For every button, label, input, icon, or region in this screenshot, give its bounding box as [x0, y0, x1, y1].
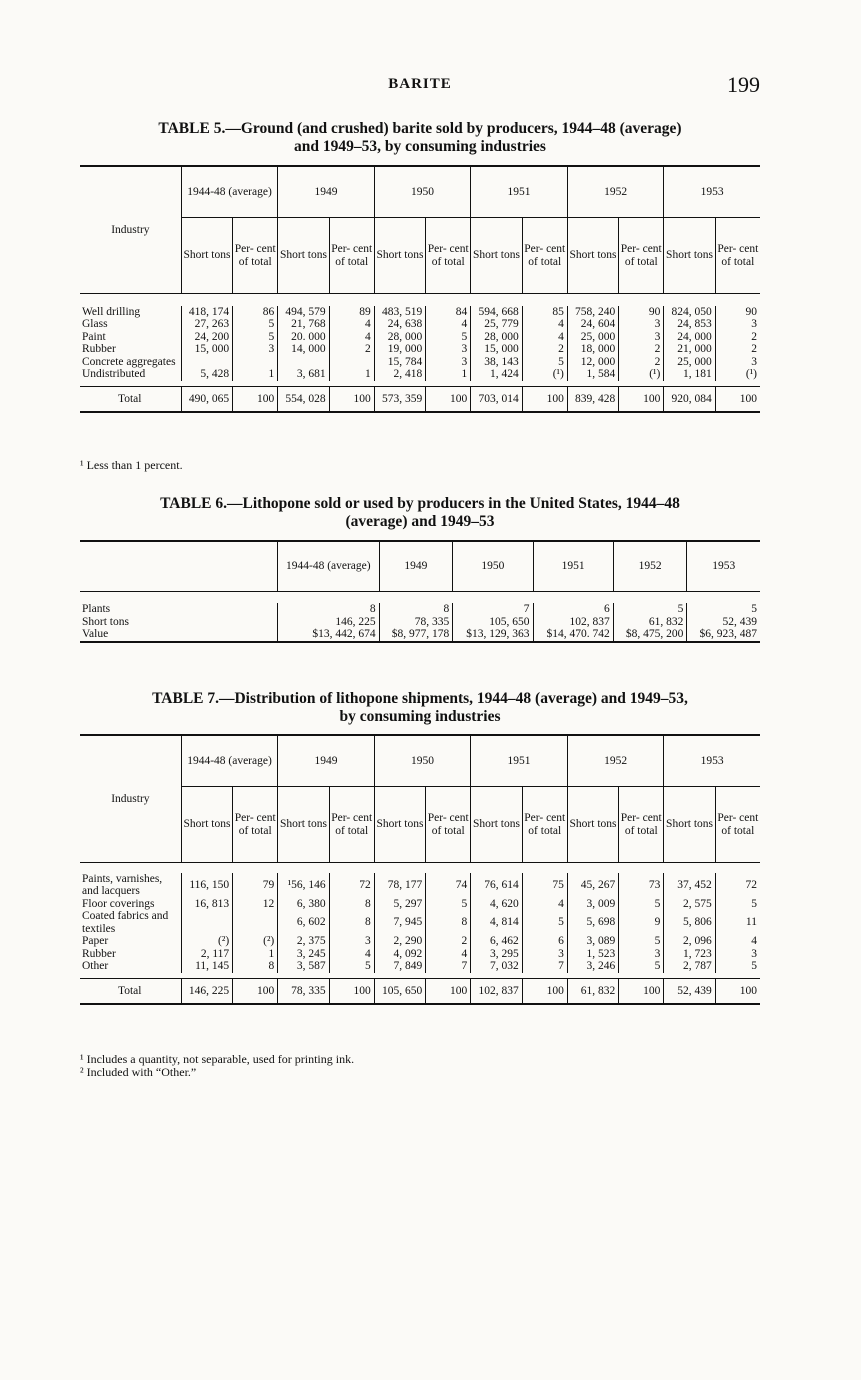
short-tons-header: Short tons	[471, 787, 522, 863]
percent-cell: 8	[329, 898, 374, 911]
percent-cell: (²)	[233, 935, 278, 948]
short-tons-header: Short tons	[374, 218, 425, 294]
value-cell: $13, 442, 674	[278, 628, 380, 642]
short-tons-header: Short tons	[181, 787, 232, 863]
percent-cell: 2	[619, 343, 664, 356]
short-tons-cell: 3, 295	[471, 948, 522, 961]
value-cell: 8	[278, 603, 380, 616]
percent-cell: 2	[329, 343, 374, 356]
short-tons-cell: 839, 428	[567, 387, 618, 413]
short-tons-cell: 1, 424	[471, 368, 522, 381]
percent-cell: 2	[715, 343, 760, 356]
table-row	[80, 356, 760, 369]
year-header: 1950	[453, 541, 533, 591]
short-tons-cell: 920, 084	[664, 387, 715, 413]
short-tons-cell: 15, 000	[181, 343, 232, 356]
row-label: Paint	[82, 330, 106, 343]
short-tons-cell: 1, 723	[664, 948, 715, 961]
table6-stub-header	[80, 541, 278, 591]
table-row	[80, 898, 760, 911]
year-header: 1944-48 (average)	[181, 166, 278, 218]
short-tons-header: Short tons	[567, 218, 618, 294]
percent-cell	[233, 356, 278, 369]
row-label: Concrete aggregates	[82, 355, 176, 368]
short-tons-cell: 703, 014	[471, 387, 522, 413]
value-cell: $8, 475, 200	[613, 628, 687, 642]
percent-cell	[329, 356, 374, 369]
short-tons-cell: 78, 177	[374, 873, 425, 898]
table-row	[80, 616, 760, 629]
percent-header: Per- cent of total	[522, 787, 567, 863]
short-tons-cell	[181, 356, 232, 369]
total-row	[80, 979, 760, 1005]
short-tons-cell: 45, 267	[567, 873, 618, 898]
short-tons-cell: 494, 579	[278, 306, 329, 319]
short-tons-cell: 76, 614	[471, 873, 522, 898]
table-row	[80, 960, 760, 973]
percent-cell: 100	[715, 979, 760, 1005]
percent-cell: 5	[619, 898, 664, 911]
percent-cell	[233, 910, 278, 935]
short-tons-header: Short tons	[664, 787, 715, 863]
percent-header: Per- cent of total	[329, 787, 374, 863]
short-tons-header: Short tons	[278, 218, 329, 294]
year-header: 1953	[664, 735, 760, 787]
short-tons-cell: 24, 200	[181, 331, 232, 344]
year-header: 1951	[533, 541, 613, 591]
year-header: 1951	[471, 166, 568, 218]
year-header: 1949	[278, 166, 375, 218]
table6-title: TABLE 6.—Lithopone sold or used by producers in the United States, 1944–48 (average) and 1949–53	[160, 495, 680, 530]
percent-cell: 100	[522, 387, 567, 413]
row-label: Plants	[82, 603, 111, 615]
short-tons-cell: 116, 150	[181, 873, 232, 898]
table-row	[80, 935, 760, 948]
value-cell: 5	[613, 603, 687, 616]
short-tons-cell: 490, 065	[181, 387, 232, 413]
row-label: Glass	[82, 318, 108, 330]
percent-cell: 100	[233, 979, 278, 1005]
percent-cell: 5	[619, 960, 664, 973]
short-tons-cell: 28, 000	[374, 331, 425, 344]
percent-cell: 5	[715, 960, 760, 973]
table7-footnote-1: ¹ Includes a quantity, not separable, used for printing ink.	[80, 1052, 355, 1066]
short-tons-header: Short tons	[664, 218, 715, 294]
short-tons-cell: 27, 263	[181, 318, 232, 331]
year-header: 1949	[278, 735, 375, 787]
percent-cell: 3	[426, 356, 471, 369]
value-cell: $13, 129, 363	[453, 628, 533, 642]
table-row	[80, 343, 760, 356]
percent-cell: 74	[426, 873, 471, 898]
percent-cell: 4	[715, 935, 760, 948]
short-tons-cell: 5, 806	[664, 910, 715, 935]
short-tons-cell: 19, 000	[374, 343, 425, 356]
industry-header: Industry	[80, 166, 181, 294]
short-tons-cell: 21, 768	[278, 318, 329, 331]
percent-cell: 73	[619, 873, 664, 898]
value-cell: $8, 977, 178	[379, 628, 453, 642]
percent-cell: 90	[715, 306, 760, 319]
short-tons-cell: 5, 428	[181, 368, 232, 381]
short-tons-cell: 5, 698	[567, 910, 618, 935]
percent-cell: 6	[522, 935, 567, 948]
percent-header: Per- cent of total	[426, 787, 471, 863]
percent-cell: 4	[522, 318, 567, 331]
percent-cell: 4	[329, 948, 374, 961]
row-label: Floor coverings	[82, 897, 155, 910]
percent-cell: 100	[715, 387, 760, 413]
short-tons-cell: 2, 418	[374, 368, 425, 381]
percent-cell: 4	[329, 318, 374, 331]
short-tons-header: Short tons	[374, 787, 425, 863]
short-tons-cell: 1, 181	[664, 368, 715, 381]
year-header: 1950	[374, 735, 471, 787]
percent-cell: 2	[619, 356, 664, 369]
short-tons-header: Short tons	[471, 218, 522, 294]
percent-cell: 1	[233, 368, 278, 381]
percent-header: Per- cent of total	[329, 218, 374, 294]
table-row	[80, 948, 760, 961]
short-tons-cell: 1, 584	[567, 368, 618, 381]
percent-cell: 12	[233, 898, 278, 911]
percent-cell: 85	[522, 306, 567, 319]
percent-cell: 4	[522, 331, 567, 344]
percent-header: Per- cent of total	[233, 218, 278, 294]
percent-cell: 89	[329, 306, 374, 319]
row-label: Paints, varnishes, and lacquers	[82, 872, 163, 897]
short-tons-cell: 3, 246	[567, 960, 618, 973]
percent-cell: 3	[426, 343, 471, 356]
percent-cell: 90	[619, 306, 664, 319]
short-tons-cell: 146, 225	[181, 979, 232, 1005]
percent-cell: 100	[329, 387, 374, 413]
table5-body	[80, 294, 760, 413]
value-cell: $6, 923, 487	[687, 628, 760, 642]
percent-cell: 100	[619, 387, 664, 413]
percent-header: Per- cent of total	[619, 218, 664, 294]
short-tons-cell: (²)	[181, 935, 232, 948]
short-tons-cell: 3, 681	[278, 368, 329, 381]
percent-cell: 2	[522, 343, 567, 356]
short-tons-cell: 7, 032	[471, 960, 522, 973]
short-tons-header: Short tons	[278, 787, 329, 863]
short-tons-cell: 3, 245	[278, 948, 329, 961]
percent-cell: 100	[522, 979, 567, 1005]
percent-cell: 9	[619, 910, 664, 935]
short-tons-cell: 12, 000	[567, 356, 618, 369]
value-cell: 146, 225	[278, 616, 380, 629]
short-tons-cell: 52, 439	[664, 979, 715, 1005]
percent-header: Per- cent of total	[619, 787, 664, 863]
percent-cell: 3	[329, 935, 374, 948]
total-label: Total	[118, 392, 142, 405]
row-label: Undistributed	[82, 368, 146, 380]
short-tons-cell	[278, 356, 329, 369]
percent-cell: (¹)	[619, 368, 664, 381]
short-tons-cell: 24, 638	[374, 318, 425, 331]
short-tons-cell: 105, 650	[374, 979, 425, 1005]
table7-footnotes	[80, 1053, 354, 1079]
value-cell: 78, 335	[379, 616, 453, 629]
percent-cell: 84	[426, 306, 471, 319]
percent-cell: 3	[715, 948, 760, 961]
short-tons-cell: 594, 668	[471, 306, 522, 319]
percent-header: Per- cent of total	[715, 787, 760, 863]
short-tons-cell: 61, 832	[567, 979, 618, 1005]
row-label: Paper	[82, 935, 109, 947]
percent-header: Per- cent of total	[522, 218, 567, 294]
short-tons-cell: 14, 000	[278, 343, 329, 356]
short-tons-cell	[181, 910, 232, 935]
percent-cell: 5	[426, 898, 471, 911]
percent-header: Per- cent of total	[233, 787, 278, 863]
percent-cell: 3	[715, 356, 760, 369]
percent-cell: 75	[522, 873, 567, 898]
percent-cell: 5	[522, 910, 567, 935]
short-tons-cell: 2, 096	[664, 935, 715, 948]
short-tons-cell: 3, 587	[278, 960, 329, 973]
year-header: 1952	[567, 735, 664, 787]
year-header: 1951	[471, 735, 568, 787]
percent-cell: 3	[522, 948, 567, 961]
table6	[80, 540, 760, 643]
table-row	[80, 910, 760, 935]
percent-cell: 3	[619, 331, 664, 344]
short-tons-cell: 7, 849	[374, 960, 425, 973]
value-cell: 105, 650	[453, 616, 533, 629]
short-tons-cell: 554, 028	[278, 387, 329, 413]
percent-cell: 100	[426, 387, 471, 413]
year-header: 1952	[567, 166, 664, 218]
year-header: 1944-48 (average)	[181, 735, 278, 787]
running-title: BARITE	[388, 76, 452, 92]
percent-cell: 4	[522, 898, 567, 911]
percent-cell: 86	[233, 306, 278, 319]
short-tons-cell: 15, 784	[374, 356, 425, 369]
percent-cell: 7	[522, 960, 567, 973]
spacer-row	[80, 591, 760, 603]
percent-cell: 5	[522, 356, 567, 369]
table5-subheader-row	[80, 218, 760, 294]
short-tons-cell: 2, 117	[181, 948, 232, 961]
short-tons-cell: 18, 000	[567, 343, 618, 356]
short-tons-cell: 24, 604	[567, 318, 618, 331]
short-tons-cell: 7, 945	[374, 910, 425, 935]
percent-cell: 4	[426, 318, 471, 331]
short-tons-cell: 24, 000	[664, 331, 715, 344]
table7-body	[80, 863, 760, 1005]
total-row	[80, 387, 760, 413]
table6-body	[80, 591, 760, 642]
short-tons-cell: 28, 000	[471, 331, 522, 344]
percent-cell: 1	[233, 948, 278, 961]
year-header: 1949	[379, 541, 453, 591]
industry-header: Industry	[80, 735, 181, 863]
percent-cell: 8	[233, 960, 278, 973]
value-cell: 61, 832	[613, 616, 687, 629]
percent-cell: 100	[426, 979, 471, 1005]
short-tons-cell: 758, 240	[567, 306, 618, 319]
percent-cell: (¹)	[522, 368, 567, 381]
percent-cell: 4	[426, 948, 471, 961]
value-cell: 6	[533, 603, 613, 616]
short-tons-cell: 20. 000	[278, 331, 329, 344]
value-cell: 5	[687, 603, 760, 616]
short-tons-cell: 418, 174	[181, 306, 232, 319]
percent-cell: 100	[329, 979, 374, 1005]
year-header: 1952	[613, 541, 687, 591]
percent-cell: 79	[233, 873, 278, 898]
row-label: Well drilling	[82, 305, 141, 318]
short-tons-cell: 2, 787	[664, 960, 715, 973]
spacer-row	[80, 863, 760, 873]
table-row	[80, 628, 760, 642]
spacer-row	[80, 294, 760, 306]
short-tons-cell: 25, 779	[471, 318, 522, 331]
short-tons-cell: 824, 050	[664, 306, 715, 319]
percent-header: Per- cent of total	[715, 218, 760, 294]
short-tons-cell: 2, 290	[374, 935, 425, 948]
year-header: 1950	[374, 166, 471, 218]
percent-cell: 7	[426, 960, 471, 973]
short-tons-header: Short tons	[567, 787, 618, 863]
short-tons-header: Short tons	[181, 218, 232, 294]
percent-cell: 5	[426, 331, 471, 344]
table-row	[80, 318, 760, 331]
percent-cell: (¹)	[715, 368, 760, 381]
short-tons-cell: 6, 602	[278, 910, 329, 935]
short-tons-cell: 38, 143	[471, 356, 522, 369]
year-header: 1944-48 (average)	[278, 541, 380, 591]
short-tons-cell: 102, 837	[471, 979, 522, 1005]
row-label: Short tons	[82, 615, 129, 628]
short-tons-cell: 5, 297	[374, 898, 425, 911]
percent-cell: 72	[329, 873, 374, 898]
row-label: Coated fabrics and textiles	[82, 910, 169, 935]
percent-cell: 100	[233, 387, 278, 413]
short-tons-cell: 483, 519	[374, 306, 425, 319]
percent-cell: 8	[329, 910, 374, 935]
short-tons-cell: 24, 853	[664, 318, 715, 331]
total-label: Total	[118, 984, 142, 997]
value-cell: $14, 470. 742	[533, 628, 613, 642]
percent-cell: 3	[715, 318, 760, 331]
short-tons-cell: 11, 145	[181, 960, 232, 973]
percent-cell: 1	[329, 368, 374, 381]
table7-subheader-row	[80, 787, 760, 863]
row-label: Value	[82, 628, 109, 640]
percent-cell: 3	[619, 948, 664, 961]
short-tons-cell: 2, 575	[664, 898, 715, 911]
table7-footnote-2: ² Included with “Other.”	[80, 1065, 197, 1079]
page-header	[80, 72, 760, 102]
short-tons-cell: 3, 009	[567, 898, 618, 911]
table-row	[80, 603, 760, 616]
short-tons-cell: 4, 092	[374, 948, 425, 961]
short-tons-cell: 25, 000	[567, 331, 618, 344]
row-label: Other	[82, 960, 109, 972]
percent-cell: 5	[715, 898, 760, 911]
percent-cell: 4	[329, 331, 374, 344]
table5	[80, 165, 760, 413]
percent-cell: 100	[619, 979, 664, 1005]
percent-cell: 2	[715, 331, 760, 344]
short-tons-cell: 6, 462	[471, 935, 522, 948]
short-tons-cell: 37, 452	[664, 873, 715, 898]
year-header: 1953	[664, 166, 760, 218]
row-label: Rubber	[82, 947, 116, 960]
row-label: Rubber	[82, 343, 116, 355]
value-cell: 8	[379, 603, 453, 616]
percent-cell: 3	[233, 343, 278, 356]
percent-cell: 1	[426, 368, 471, 381]
value-cell: 7	[453, 603, 533, 616]
short-tons-cell: 78, 335	[278, 979, 329, 1005]
table-row	[80, 873, 760, 898]
short-tons-cell: 4, 814	[471, 910, 522, 935]
short-tons-cell: 2, 375	[278, 935, 329, 948]
table5-footnote: ¹ Less than 1 percent.	[80, 458, 183, 472]
percent-cell: 2	[426, 935, 471, 948]
short-tons-cell: 4, 620	[471, 898, 522, 911]
short-tons-cell: 15, 000	[471, 343, 522, 356]
page-number: 199	[727, 72, 760, 97]
table7	[80, 734, 760, 1005]
percent-cell: 11	[715, 910, 760, 935]
table-row	[80, 368, 760, 381]
short-tons-cell: 16, 813	[181, 898, 232, 911]
short-tons-cell: 25, 000	[664, 356, 715, 369]
percent-cell: 72	[715, 873, 760, 898]
short-tons-cell: 6, 380	[278, 898, 329, 911]
short-tons-cell: 21, 000	[664, 343, 715, 356]
short-tons-cell: 3, 089	[567, 935, 618, 948]
percent-cell: 5	[233, 331, 278, 344]
table-row	[80, 306, 760, 319]
table-row	[80, 331, 760, 344]
table7-title: TABLE 7.—Distribution of lithopone shipments, 1944–48 (average) and 1949–53, by consuming industries	[152, 690, 688, 725]
percent-cell: 5	[619, 935, 664, 948]
year-header: 1953	[687, 541, 760, 591]
value-cell: 102, 837	[533, 616, 613, 629]
short-tons-cell: ¹56, 146	[278, 873, 329, 898]
percent-cell: 5	[233, 318, 278, 331]
value-cell: 52, 439	[687, 616, 760, 629]
percent-header: Per- cent of total	[426, 218, 471, 294]
short-tons-cell: 1, 523	[567, 948, 618, 961]
percent-cell: 3	[619, 318, 664, 331]
short-tons-cell: 573, 359	[374, 387, 425, 413]
percent-cell: 8	[426, 910, 471, 935]
percent-cell: 5	[329, 960, 374, 973]
table5-title: TABLE 5.—Ground (and crushed) barite sold by producers, 1944–48 (average) and 1949–53, by consuming industries	[158, 120, 682, 155]
